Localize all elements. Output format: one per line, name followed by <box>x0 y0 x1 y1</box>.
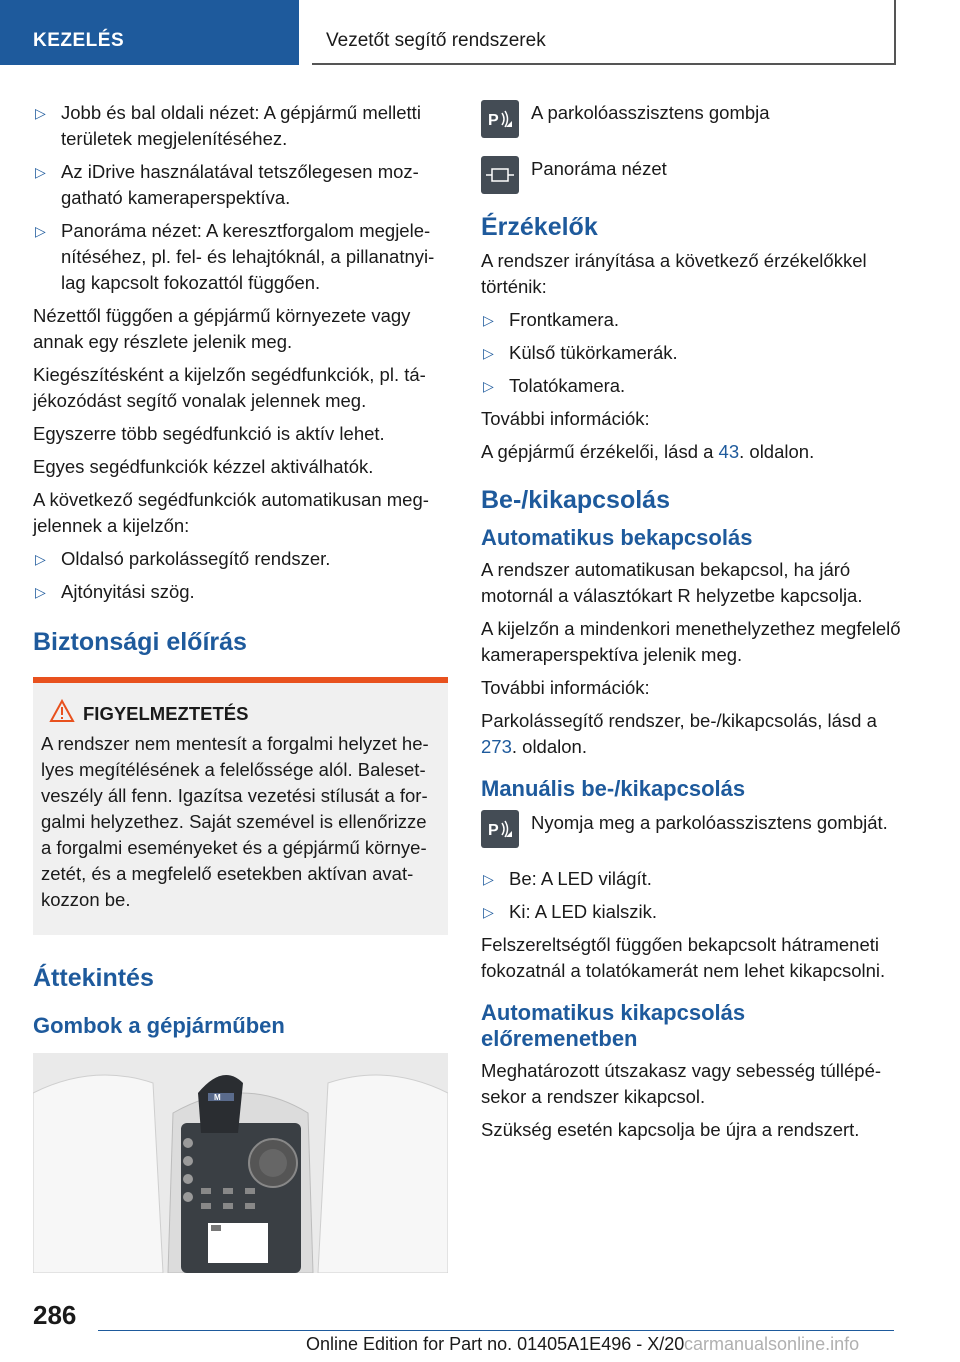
warning-title: FIGYELMEZTETÉS <box>41 701 440 727</box>
overview-heading: Áttekintés <box>33 964 154 992</box>
icon-legend-row <box>481 810 901 848</box>
paragraph: Egyes segédfunkciók kézzel aktiválhatók. <box>33 456 374 477</box>
footer-divider <box>98 1330 894 1331</box>
chapter-title: Vezetőt segítő rendszerek <box>312 0 896 65</box>
auto-off-heading: Automatikus kikapcsolás előremenetben <box>481 1000 746 1051</box>
list-item: ▷ Külső tükörkamerák. <box>481 340 901 366</box>
triangle-bullet-icon: ▷ <box>35 223 46 239</box>
paragraph: A következő segédfunkciók automatikusan megjelennek a kijelzőn: <box>33 489 429 536</box>
controls-photo <box>33 1053 448 1273</box>
triangle-bullet-icon: ▷ <box>35 551 46 567</box>
warning-box <box>33 677 448 935</box>
list-item: ▷ Az iDrive használatával tetszőlegesen mozgatható kameraperspektíva. <box>35 161 419 208</box>
triangle-bullet-icon: ▷ <box>483 312 494 328</box>
auto-on-heading: Automatikus bekapcsolás <box>481 525 753 550</box>
svg-text:P: P <box>488 112 499 129</box>
paragraph: Felszereltségtől függően bekapcsolt hátrameneti fokozatnál a tolatókamerát nem lehet kikapcsolni. <box>481 934 886 981</box>
triangle-bullet-icon: ▷ <box>35 164 46 180</box>
triangle-bullet-icon: ▷ <box>483 904 494 920</box>
paragraph: További információk: <box>481 677 650 698</box>
page-number: 286 <box>33 1300 77 1330</box>
paragraph: Szükség esetén kapcsolja be újra a rendszert. <box>481 1119 860 1140</box>
paragraph: Egyszerre több segédfunkció is aktív lehet. <box>33 423 385 444</box>
left-column <box>33 100 448 1273</box>
right-column <box>481 100 901 1150</box>
paragraph: A rendszer irányítása a következő érzékelőkkel történik: <box>481 250 867 297</box>
paragraph: Meghatározott útszakasz vagy sebesség túllépésekor a rendszer kikapcsol. <box>481 1060 882 1107</box>
watermark: carmanualsonline.info <box>684 1334 860 1354</box>
safety-heading: Biztonsági előírás <box>33 628 247 656</box>
list-item: ▷ Ki: A LED kialszik. <box>481 899 901 925</box>
cross-reference: A gépjármű érzékelői, lásd a 43. oldalon. <box>481 441 815 462</box>
triangle-bullet-icon: ▷ <box>35 105 46 121</box>
page-link-273[interactable]: 273 <box>481 736 512 757</box>
page-link-43[interactable]: 43 <box>718 441 740 462</box>
icon-legend-row <box>481 100 901 138</box>
warning-text: A rendszer nem mentesít a forgalmi helyzet helyes megítélésének a felelőssége alól. Balesetveszély áll fenn. Igazítsa vezetési stílusát a forgalmi helyzethez. Saját szemével is ellenőrizze a forgalmi eseményeket és a gépjármű környezetét, és a megfelelő esetekben aktívan avatkozzon be. <box>41 733 429 910</box>
cross-reference: Parkolássegítő rendszer, be-/kikapcsolás, lásd a 273. oldalon. <box>481 710 877 757</box>
paragraph: További információk: <box>481 408 650 429</box>
list-item: ▷ Frontkamera. <box>481 307 901 333</box>
gear-selector-logo: M <box>214 1093 221 1102</box>
icon-legend-row <box>481 156 901 194</box>
list-item: ▷ Ajtónyitási szög. <box>33 579 448 605</box>
triangle-bullet-icon: ▷ <box>483 378 494 394</box>
section-tab: KEZELÉS <box>0 0 299 65</box>
sensors-heading: Érzékelők <box>481 213 598 241</box>
icon-label: Panoráma nézet <box>531 158 667 179</box>
paragraph: A rendszer automatikusan bekapcsol, ha járó motornál a választókart R helyzetbe kapcsolja. <box>481 559 863 606</box>
list-item: ▷ Be: A LED világít. <box>481 866 901 892</box>
list-item: ▷ Tolatókamera. <box>481 373 901 399</box>
paragraph: A kijelzőn a mindenkori menethelyzethez megfelelő kameraperspektíva jelenik meg. <box>481 618 901 665</box>
svg-text:P: P <box>488 822 499 839</box>
list-item: ▷ Jobb és bal oldali nézet: A gépjármű melletti területek megjelenítéséhez. <box>35 102 421 149</box>
triangle-bullet-icon: ▷ <box>483 345 494 361</box>
buttons-heading: Gombok a gépjárműben <box>33 1013 285 1038</box>
triangle-bullet-icon: ▷ <box>35 584 46 600</box>
triangle-bullet-icon: ▷ <box>483 871 494 887</box>
panorama-view-icon <box>481 156 519 194</box>
paragraph: Nézettől függően a gépjármű környezete vagy annak egy részlete jelenik meg. <box>33 305 411 352</box>
edition-text: Online Edition for Part no. 01405A1E496 - X/20 <box>306 1334 685 1354</box>
instruction-text: Nyomja meg a parkolóasszisztens gombját. <box>531 812 888 833</box>
icon-label: A parkolóasszisztens gombja <box>531 102 770 123</box>
center-console-illustration <box>33 1053 448 1273</box>
parking-assistant-button-icon <box>481 810 519 848</box>
manual-heading: Manuális be-/kikapcsolás <box>481 776 746 801</box>
parking-assistant-button-icon <box>481 100 519 138</box>
warning-triangle-icon <box>49 699 75 723</box>
paragraph: Kiegészítésként a kijelzőn segédfunkciók, pl. tájékozódást segítő vonalak jelennek meg. <box>33 364 426 411</box>
list-item: ▷ Panoráma nézet: A keresztforgalom megjelenítéséhez, pl. fel- és lehajtóknál, a pillanatnyilag kapcsolt fokozattól függően. <box>35 220 435 293</box>
onoff-heading: Be-/kikapcsolás <box>481 486 670 514</box>
list-item: ▷ Oldalsó parkolássegítő rendszer. <box>33 546 448 572</box>
